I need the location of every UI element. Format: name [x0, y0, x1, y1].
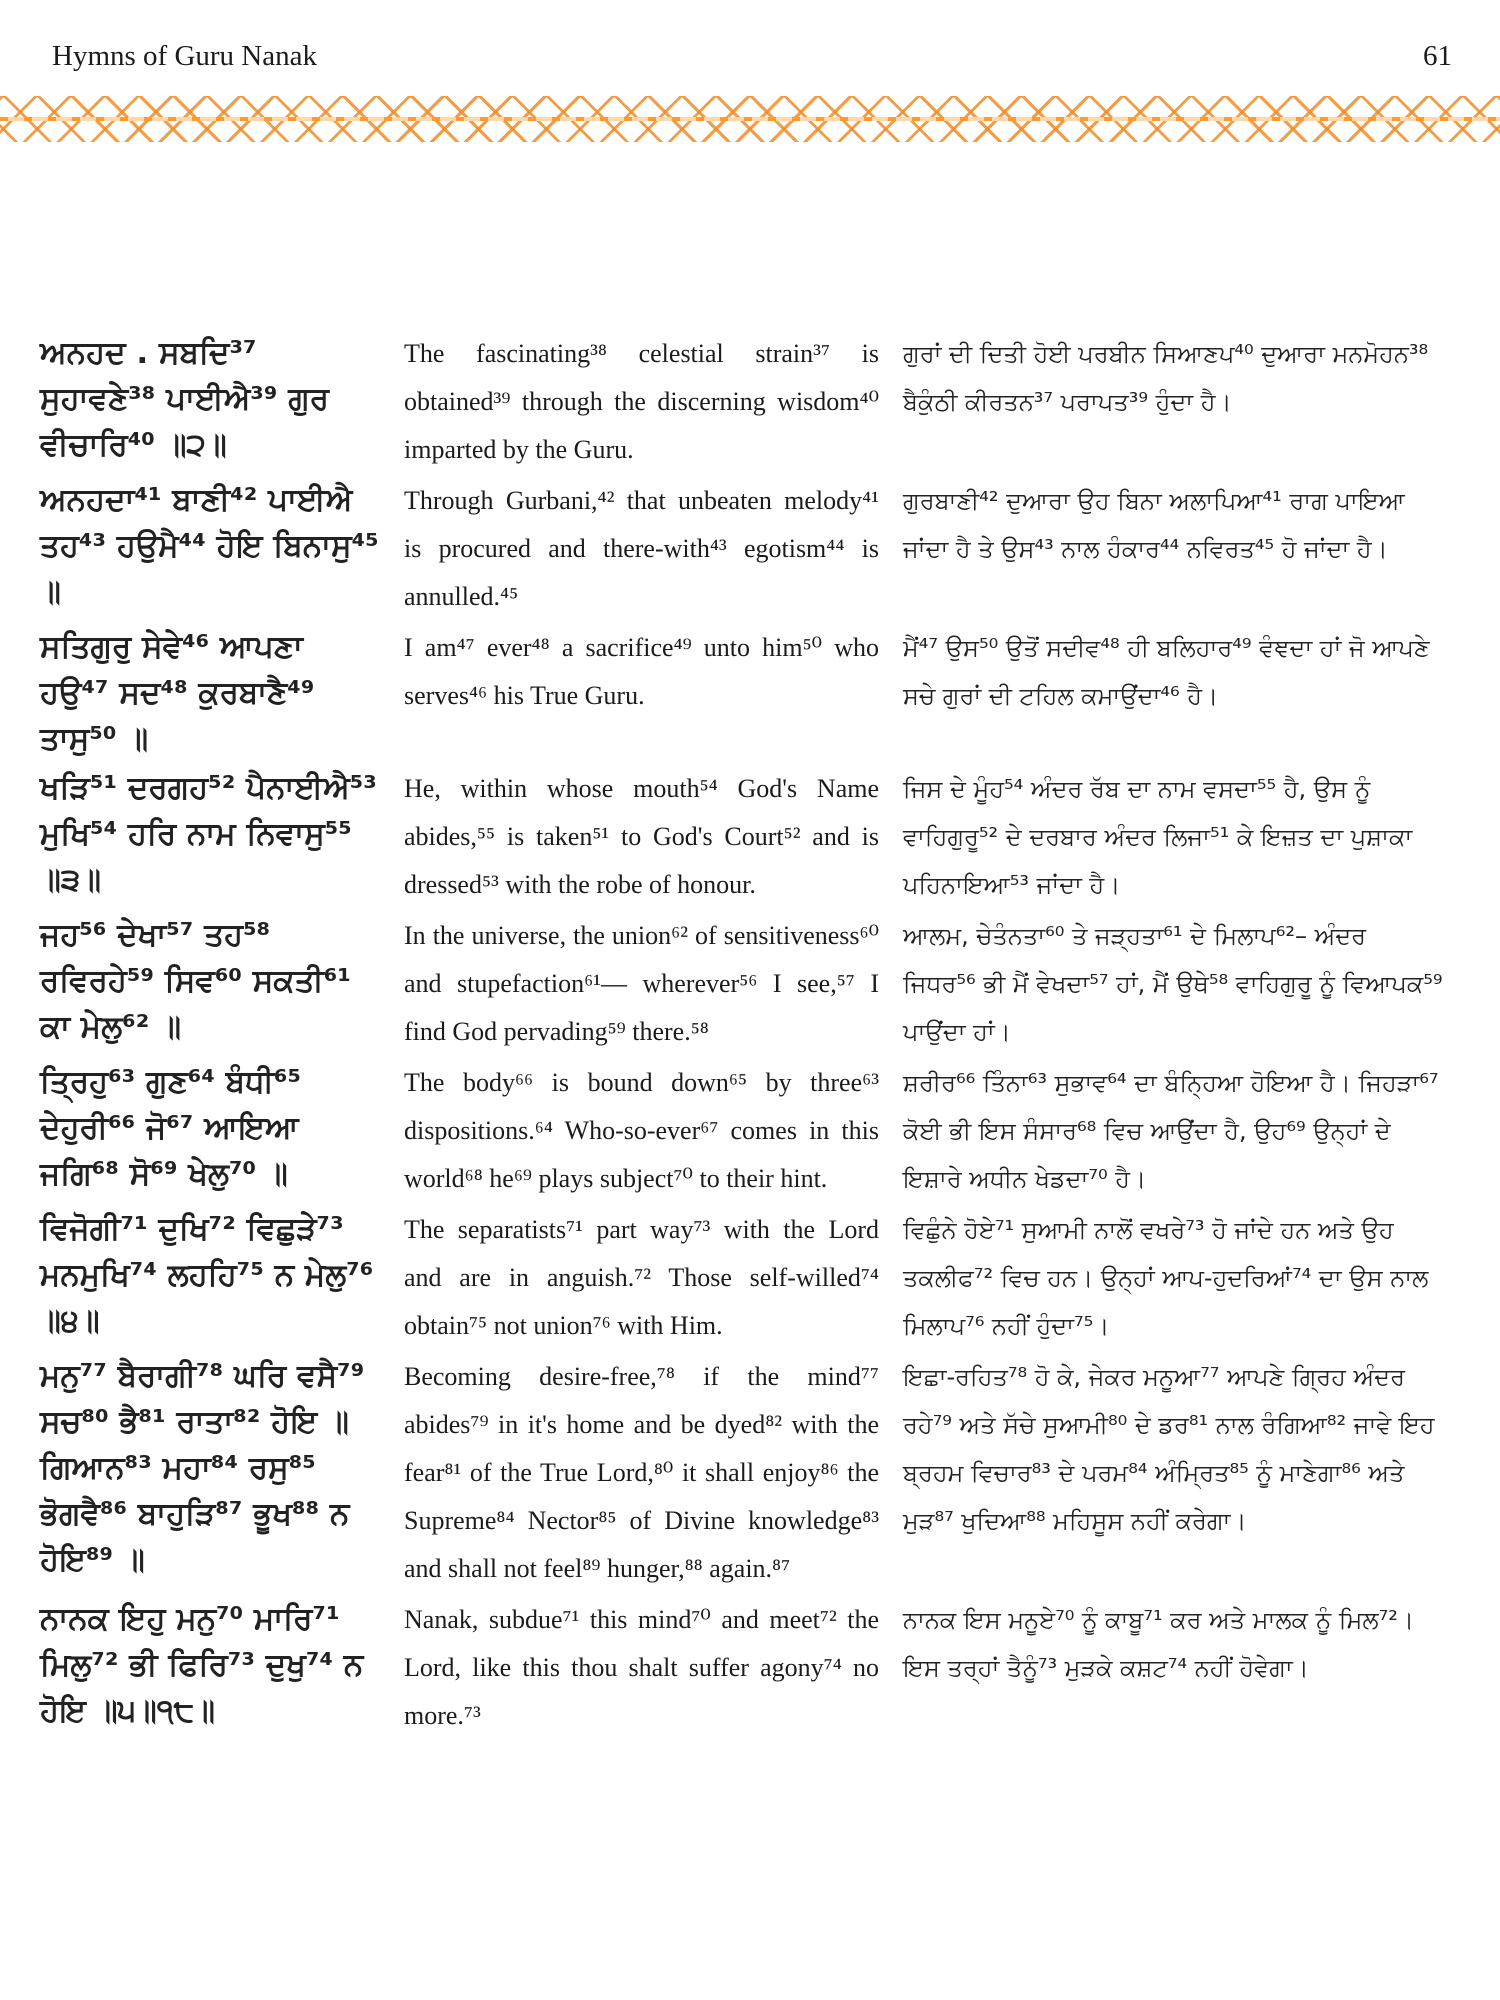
- english-translation: In the universe, the union⁶² of sensitiveness⁶⁰ and stupefaction⁶¹— wherever⁵⁶ I see,⁵⁷ I find God pervading⁵⁹ there.⁵⁸: [404, 921, 879, 1046]
- stanza: [40, 1596, 1460, 1740]
- book-title: Hymns of Guru Nanak: [52, 40, 317, 72]
- gurmukhi-verse: ਜਹ⁵⁶ ਦੇਖਾ⁵⁷ ਤਹ⁵⁸ ਰਵਿਰਹੇ⁵⁹ ਸਿਵ⁶⁰ ਸਕਤੀ⁶¹ ਕਾ ਮੇਲੁ⁶² ॥: [40, 917, 351, 1045]
- stanza: [40, 330, 1460, 474]
- stanza: [40, 1206, 1460, 1350]
- decorative-border: [0, 96, 1500, 142]
- page-number: 61: [1423, 40, 1452, 72]
- english-translation: I am⁴⁷ ever⁴⁸ a sacrifice⁴⁹ unto him⁵⁰ who serves⁴⁶ his True Guru.: [404, 633, 879, 710]
- gurmukhi-verse: ਖੜਿ⁵¹ ਦਰਗਹ⁵² ਪੈਨਾਈਐ⁵³ ਮੁਖਿ⁵⁴ ਹਰਿ ਨਾਮ ਨਿਵਾਸੁ⁵⁵ ॥੩॥: [40, 770, 377, 898]
- english-translation: Becoming desire-free,⁷⁸ if the mind⁷⁷ abides⁷⁹ in it's home and be dyed⁸² with the fear⁸¹ of the True Lord,⁸⁰ it shall enjoy⁸⁶ the Supreme⁸⁴ Nector⁸⁵ of Divine knowledge⁸³ and shall not feel⁸⁹ hunger,⁸⁸ again.⁸⁷: [404, 1362, 879, 1583]
- stanza: [40, 912, 1460, 1056]
- english-translation: He, within whose mouth⁵⁴ God's Name abides,⁵⁵ is taken⁵¹ to God's Court⁵² and is dressed⁵³ with the robe of honour.: [404, 774, 879, 899]
- english-translation: The separatists⁷¹ part way⁷³ with the Lord and are in anguish.⁷² Those self-willed⁷⁴ obtain⁷⁵ not union⁷⁶ with Him.: [404, 1215, 879, 1340]
- punjabi-commentary: ਜਿਸ ਦੇ ਮੂੰਹ⁵⁴ ਅੰਦਰ ਰੱਬ ਦਾ ਨਾਮ ਵਸਦਾ⁵⁵ ਹੈ, ਉਸ ਨੂੰ ਵਾਹਿਗੁਰੂ⁵² ਦੇ ਦਰਬਾਰ ਅੰਦਰ ਲਿਜਾ⁵¹ ਕੇ ਇਜ਼ਤ ਦਾ ਪੁਸ਼ਾਕਾ ਪਹਿਨਾਇਆ⁵³ ਜਾਂਦਾ ਹੈ।: [903, 775, 1413, 899]
- stanza: [40, 1353, 1460, 1593]
- punjabi-commentary: ਮੈਂ⁴⁷ ਉਸ⁵⁰ ਉਤੋਂ ਸਦੀਵ⁴⁸ ਹੀ ਬਲਿਹਾਰ⁴⁹ ਵੰਞਦਾ ਹਾਂ ਜੋ ਆਪਣੇ ਸਚੇ ਗੁਰਾਂ ਦੀ ਟਹਿਲ ਕਮਾਉਂਦਾ⁴⁶ ਹੈ।: [903, 634, 1430, 710]
- english-translation: Through Gurbani,⁴² that unbeaten melody⁴¹ is procured and there-with⁴³ egotism⁴⁴ is annulled.⁴⁵: [404, 486, 879, 611]
- stanza: [40, 624, 1460, 762]
- punjabi-commentary: ਵਿਛੁੰਨੇ ਹੋਏ⁷¹ ਸੁਆਮੀ ਨਾਲੋਂ ਵਖਰੇ⁷³ ਹੋ ਜਾਂਦੇ ਹਨ ਅਤੇ ਉਹ ਤਕਲੀਫ⁷² ਵਿਚ ਹਨ। ਉਨ੍ਹਾਂ ਆਪ-ਹੁਦਰਿਆਂ⁷⁴ ਦਾ ਉਸ ਨਾਲ ਮਿਲਾਪ⁷⁶ ਨਹੀਂ ਹੁੰਦਾ⁷⁵।: [903, 1216, 1429, 1340]
- gurmukhi-verse: ਸਤਿਗੁਰੁ ਸੇਵੇ⁴⁶ ਆਪਣਾ ਹਉ⁴⁷ ਸਦ⁴⁸ ਕੁਰਬਾਣੈ⁴⁹ ਤਾਸੁ⁵⁰ ॥: [40, 629, 315, 757]
- punjabi-commentary: ਸ਼ਰੀਰ⁶⁶ ਤਿੰਨਾ⁶³ ਸੁਭਾਵ⁶⁴ ਦਾ ਬੰਨ੍ਹਿਆ ਹੋਇਆ ਹੈ। ਜਿਹੜਾ⁶⁷ ਕੋਈ ਭੀ ਇਸ ਸੰਸਾਰ⁶⁸ ਵਿਚ ਆਉਂਦਾ ਹੈ, ਉਹ⁶⁹ ਉਨ੍ਹਾਂ ਦੇ ਇਸ਼ਾਰੇ ਅਧੀਨ ਖੇਡਦਾ⁷⁰ ਹੈ।: [903, 1069, 1439, 1193]
- stanza: [40, 765, 1460, 909]
- punjabi-commentary: ਨਾਨਕ ਇਸ ਮਨੂਏ⁷⁰ ਨੂੰ ਕਾਬੂ⁷¹ ਕਰ ਅਤੇ ਮਾਲਕ ਨੂੰ ਮਿਲ⁷²। ਇਸ ਤਰ੍ਹਾਂ ਤੈਨੂੰ⁷³ ਮੁੜਕੇ ਕਸ਼ਟ⁷⁴ ਨਹੀਂ ਹੋਵੇਗਾ।: [903, 1606, 1415, 1682]
- english-translation: The fascinating³⁸ celestial strain³⁷ is obtained³⁹ through the discerning wisdom⁴⁰ imparted by the Guru.: [404, 339, 879, 464]
- punjabi-commentary: ਗੁਰਾਂ ਦੀ ਦਿਤੀ ਹੋਈ ਪਰਬੀਨ ਸਿਆਣਪ⁴⁰ ਦੁਆਰਾ ਮਨਮੋਹਨ³⁸ ਬੈਕੁੰਠੀ ਕੀਰਤਨ³⁷ ਪਰਾਪਤ³⁹ ਹੁੰਦਾ ਹੈ।: [903, 340, 1429, 416]
- punjabi-commentary: ਆਲਮ, ਚੇਤੰਨਤਾ⁶⁰ ਤੇ ਜੜ੍ਹਤਾ⁶¹ ਦੇ ਮਿਲਾਪ⁶²– ਅੰਦਰ ਜਿਧਰ⁵⁶ ਭੀ ਮੈਂ ਵੇਖਦਾ⁵⁷ ਹਾਂ, ਮੈਂ ਉਥੇ⁵⁸ ਵਾਹਿਗੁਰੂ ਨੂੰ ਵਿਆਪਕ⁵⁹ ਪਾਉਂਦਾ ਹਾਂ।: [903, 922, 1443, 1046]
- hymn-columns: [40, 330, 1460, 1990]
- english-translation: Nanak, subdue⁷¹ this mind⁷⁰ and meet⁷² the Lord, like this thou shalt suffer agony⁷⁴ no more.⁷³: [404, 1605, 879, 1730]
- punjabi-commentary: ਗੁਰਬਾਣੀ⁴² ਦੁਆਰਾ ਉਹ ਬਿਨਾ ਅਲਾਪਿਆ⁴¹ ਰਾਗ ਪਾਇਆ ਜਾਂਦਾ ਹੈ ਤੇ ਉਸ⁴³ ਨਾਲ ਹੰਕਾਰ⁴⁴ ਨਵਿਰਤ⁴⁵ ਹੋ ਜਾਂਦਾ ਹੈ।: [903, 487, 1405, 563]
- stanza: [40, 1059, 1460, 1203]
- gurmukhi-verse: ਵਿਜੋਗੀ⁷¹ ਦੁਖਿ⁷² ਵਿਛੁੜੇ⁷³ ਮਨਮੁਖਿ⁷⁴ ਲਹਹਿ⁷⁵ ਨ ਮੇਲੁ⁷⁶ ॥੪॥: [40, 1211, 374, 1339]
- punjabi-commentary: ਇਛਾ-ਰਹਿਤ⁷⁸ ਹੋ ਕੇ, ਜੇਕਰ ਮਨੂਆ⁷⁷ ਆਪਣੇ ਗ੍ਰਿਹ ਅੰਦਰ ਰਹੇ⁷⁹ ਅਤੇ ਸੱਚੇ ਸੁਆਮੀ⁸⁰ ਦੇ ਡਰ⁸¹ ਨਾਲ ਰੰਗਿਆ⁸² ਜਾਵੇ ਇਹ ਬ੍ਰਹਮ ਵਿਚਾਰ⁸³ ਦੇ ਪਰਮ⁸⁴ ਅੰਮ੍ਰਿਤ⁸⁵ ਨੂੰ ਮਾਣੇਗਾ⁸⁶ ਅਤੇ ਮੁੜ⁸⁷ ਖੁਦਿਆ⁸⁸ ਮਹਿਸੂਸ ਨਹੀਂ ਕਰੇਗਾ।: [903, 1363, 1435, 1535]
- gurmukhi-verse: ਤ੍ਰਿਹੁ⁶³ ਗੁਣ⁶⁴ ਬੰਧੀ⁶⁵ ਦੇਹੁਰੀ⁶⁶ ਜੋ⁶⁷ ਆਇਆ ਜਗਿ⁶⁸ ਸੋ⁶⁹ ਖੇਲੁ⁷⁰ ॥: [40, 1064, 302, 1192]
- page-header: [52, 40, 1452, 90]
- gurmukhi-verse: ਮਨੁ⁷⁷ ਬੈਰਾਗੀ⁷⁸ ਘਰਿ ਵਸੈ⁷⁹ ਸਚ⁸⁰ ਭੈ⁸¹ ਰਾਤਾ⁸² ਹੋਇ ॥ ਗਿਆਨ⁸³ ਮਹਾ⁸⁴ ਰਸੁ⁸⁵ ਭੋਗਵੈ⁸⁶ ਬਾਹੁੜਿ⁸⁷ ਭੂਖ⁸⁸ ਨ ਹੋਇ⁸⁹ ॥: [40, 1358, 365, 1578]
- stanza: [40, 477, 1460, 621]
- gurmukhi-verse: ਅਨਹਦ . ਸਬਦਿ³⁷ ਸੁਹਾਵਣੇ³⁸ ਪਾਈਐ³⁹ ਗੁਰ ਵੀਚਾਰਿ⁴⁰ ॥੨॥: [40, 335, 330, 463]
- gurmukhi-verse: ਨਾਨਕ ਇਹੁ ਮਨੁ⁷⁰ ਮਾਰਿ⁷¹ ਮਿਲੁ⁷² ਭੀ ਫਿਰਿ⁷³ ਦੁਖੁ⁷⁴ ਨ ਹੋਇ ॥੫॥੧੮॥: [40, 1601, 364, 1729]
- english-translation: The body⁶⁶ is bound down⁶⁵ by three⁶³ dispositions.⁶⁴ Who-so-ever⁶⁷ comes in this world⁶⁸ he⁶⁹ plays subject⁷⁰ to their hint.: [404, 1068, 879, 1193]
- gurmukhi-verse: ਅਨਹਦਾ⁴¹ ਬਾਣੀ⁴² ਪਾਈਐ ਤਹ⁴³ ਹਉਮੈ⁴⁴ ਹੋਇ ਬਿਨਾਸੁ⁴⁵ ॥: [40, 482, 379, 610]
